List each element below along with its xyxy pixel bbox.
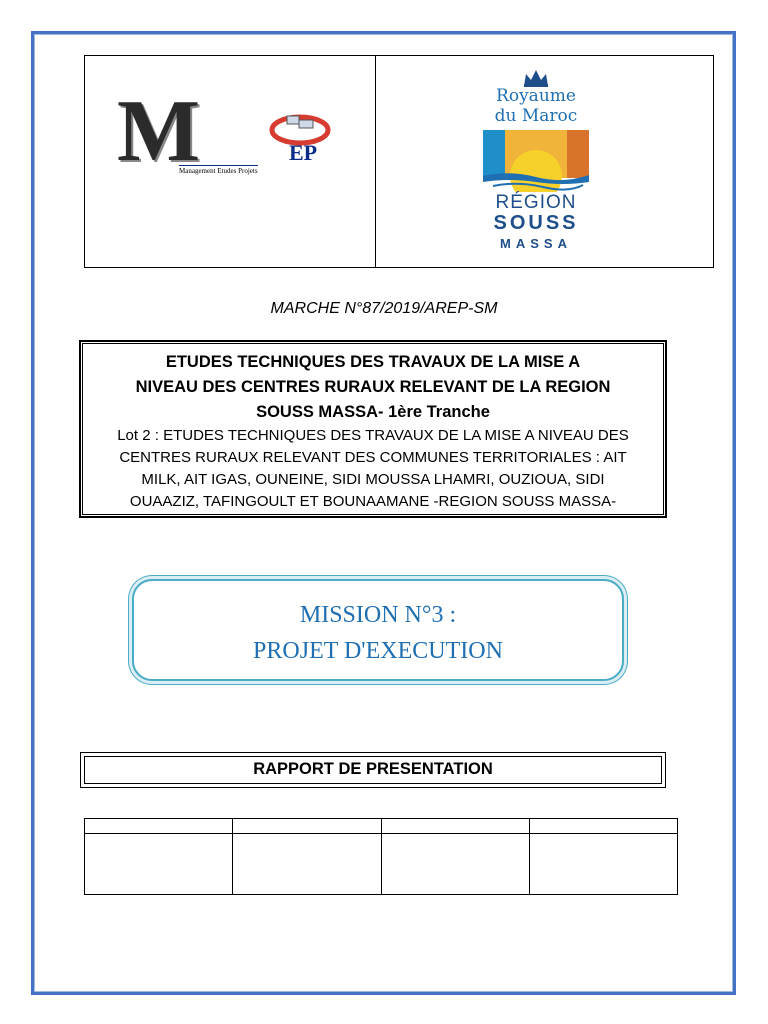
massa-text: MASSA	[500, 236, 572, 251]
title-main-line: ETUDES TECHNIQUES DES TRAVAUX DE LA MISE A	[165, 353, 581, 371]
project-title-box	[80, 341, 666, 517]
title-main-line: NIVEAU DES CENTRES RURAUX RELEVANT DE LA REGION	[135, 378, 611, 396]
table-cell	[233, 819, 381, 834]
mission-title: PROJET D'EXECUTION	[253, 638, 503, 664]
lot-description-line: Lot 2 : ETUDES TECHNIQUES DES TRAVAUX DE LA MISE A NIVEAU DES	[117, 427, 629, 444]
crown-icon	[521, 68, 551, 88]
logo-table	[84, 55, 714, 268]
report-title: RAPPORT DE PRESENTATION	[253, 760, 493, 778]
mep-logo	[117, 83, 347, 184]
royaume-text: Royaume	[496, 86, 576, 106]
table-cell	[85, 834, 233, 895]
marche-reference: MARCHE N°87/2019/AREP-SM	[270, 300, 498, 317]
table-cell	[529, 819, 677, 834]
table-cell	[381, 819, 529, 834]
table-cell	[85, 819, 233, 834]
mission-number: MISSION N°3 :	[299, 602, 457, 628]
table-cell	[233, 834, 381, 895]
region-logo-cell	[376, 56, 713, 267]
table-cell	[381, 834, 529, 895]
mep-tagline: Management Etudes Projets	[179, 167, 258, 175]
region-souss-massa-logo	[461, 64, 611, 259]
title-main-line: SOUSS MASSA- 1ère Tranche	[256, 403, 490, 421]
mission-box	[132, 579, 624, 681]
signature-table	[84, 818, 678, 895]
report-title-box	[80, 752, 666, 788]
lot-description-line: MILK, AIT IGAS, OUNEINE, SIDI MOUSSA LHAMRI, OUZIOUA, SIDI	[141, 471, 605, 488]
lot-description-line: CENTRES RURAUX RELEVANT DES COMMUNES TERRITORIALES : AIT	[119, 449, 627, 466]
region-text: RÉGION	[495, 192, 577, 213]
souss-text: SOUSS	[493, 212, 579, 234]
du-maroc-text: du Maroc	[494, 106, 578, 126]
mep-logo-cell	[85, 56, 376, 267]
mep-logo-ep: EP	[289, 140, 318, 165]
lot-description-line: OUAAZIZ, TAFINGOULT ET BOUNAAMANE -REGION SOUSS MASSA-	[129, 493, 617, 510]
sun-sea-icon	[483, 130, 589, 192]
mep-logo-m: M	[117, 83, 201, 180]
table-cell	[529, 834, 677, 895]
